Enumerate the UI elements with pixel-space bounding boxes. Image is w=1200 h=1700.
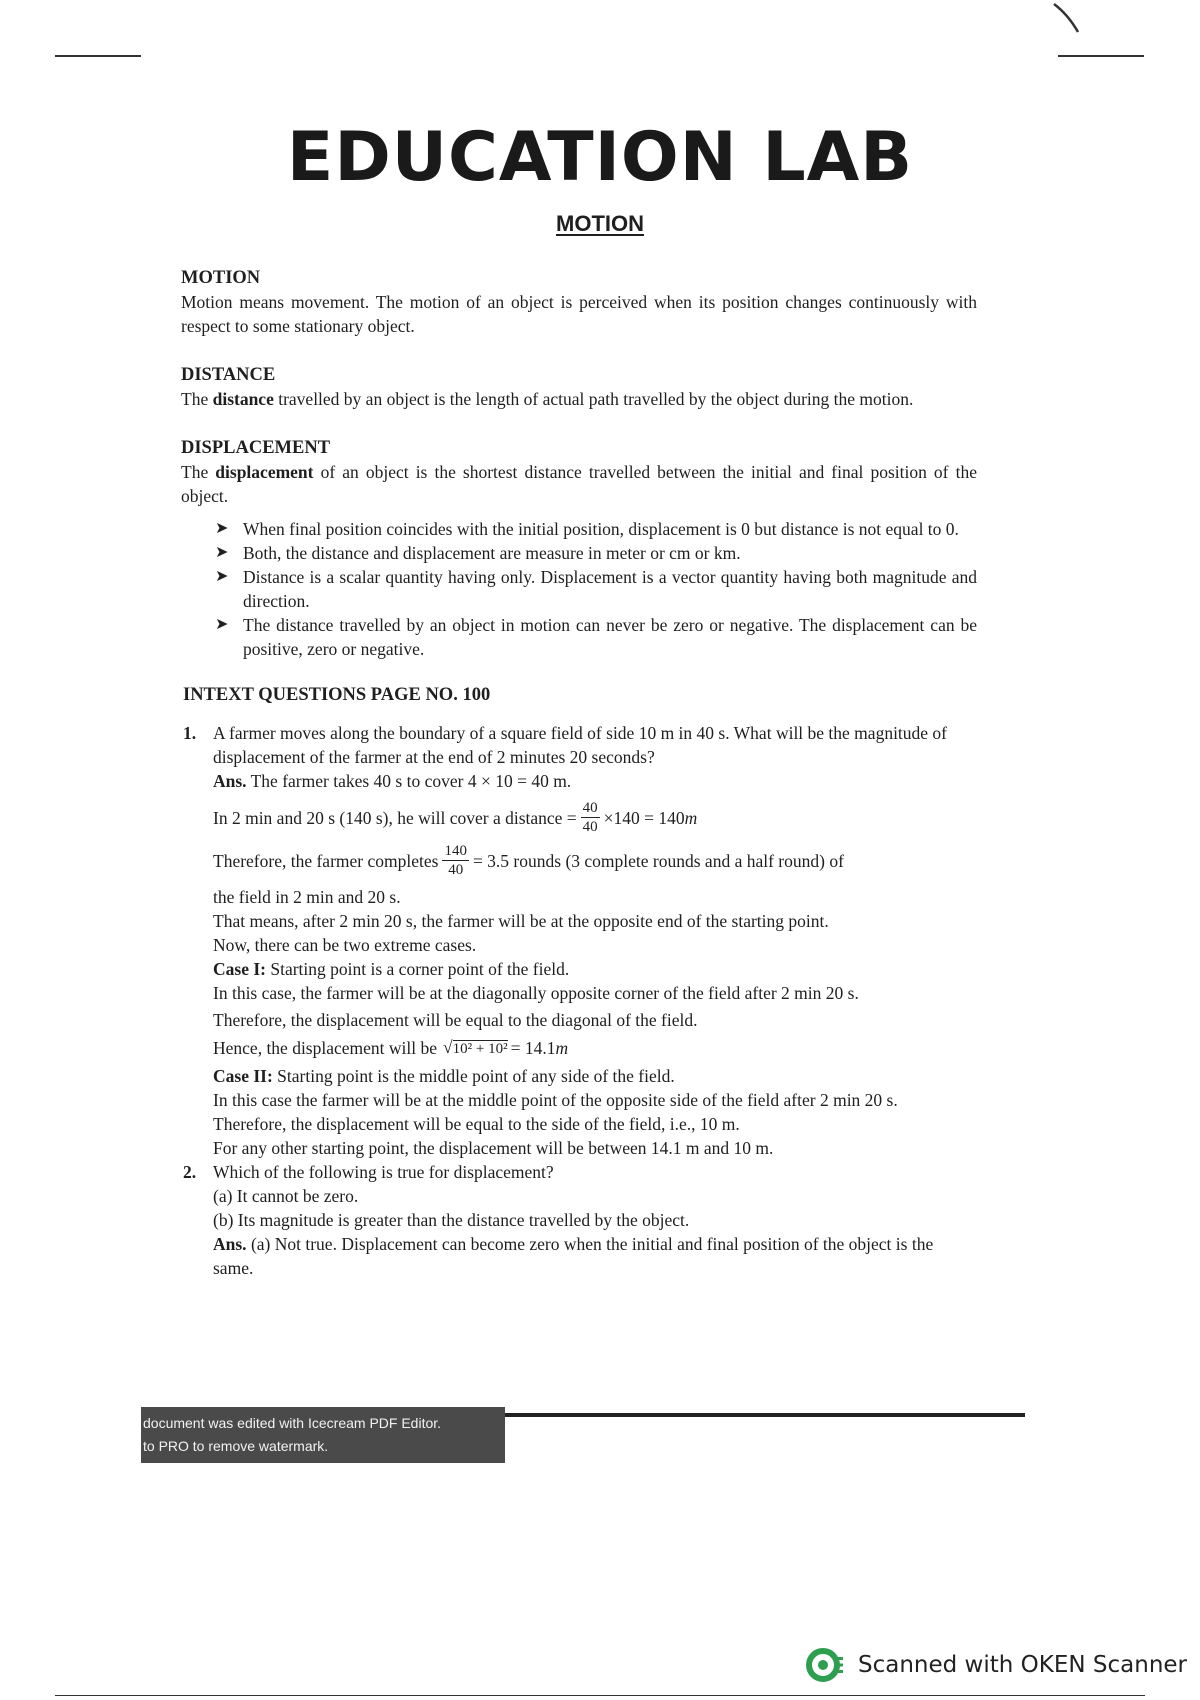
fraction: $\frac{140}{40}$ bbox=[444, 843, 467, 878]
watermark-line: to PRO to remove watermark. bbox=[143, 1438, 329, 1454]
question-number: 1. bbox=[183, 723, 197, 743]
section-heading: DISPLACEMENT bbox=[181, 438, 331, 458]
arrow-bullet-icon: ➤ bbox=[215, 520, 229, 537]
text-lead: The bbox=[181, 462, 216, 482]
text-rest: travelled by an object is the length of actual path travelled by the object during the motion. bbox=[273, 389, 914, 409]
section-displacement bbox=[181, 436, 977, 661]
section-motion bbox=[181, 266, 977, 338]
question-2 bbox=[181, 1160, 977, 1280]
rounds-equation: Therefore, the farmer completes $\frac{140}{40}$ = 3.5 rounds (3 complete rounds and a half round) of bbox=[213, 843, 844, 878]
list-item: ➤ Distance is a scalar quantity having only. Displacement is a vector quantity having both magnitude and direction. bbox=[215, 567, 977, 611]
answer-line bbox=[213, 769, 977, 793]
text-lead: The bbox=[181, 389, 213, 409]
option-item: (a) It cannot be zero. bbox=[213, 1186, 359, 1206]
question-text: A farmer moves along the boundary of a square field of side 10 m in 40 s. What will be the magnitude of displacement of the farmer at the end of 2 minutes 20 seconds? bbox=[213, 723, 948, 767]
square-root: √10² + 10² bbox=[443, 1037, 508, 1057]
section-text: Motion means movement. The motion of an object is perceived when its position changes continuously with respect to some stationary object. bbox=[181, 292, 977, 336]
fraction: $\frac{40}{40}$ bbox=[582, 800, 598, 835]
answer-text: (a) Not true. Displacement can become zero when the initial and final position of the object is the same. bbox=[213, 1234, 934, 1278]
arrow-bullet-icon: ➤ bbox=[215, 544, 229, 561]
case-line: Case II: Starting point is the middle point of any side of the field. bbox=[213, 1066, 675, 1086]
section-heading: MOTION bbox=[181, 268, 261, 288]
arrow-bullet-icon: ➤ bbox=[215, 616, 229, 633]
page-brand-title: EDUCATION LAB bbox=[286, 118, 914, 197]
corner-pen-mark-icon bbox=[1052, 2, 1082, 36]
answer-label: Ans. bbox=[213, 771, 247, 791]
editor-watermark bbox=[141, 1407, 505, 1463]
term-bold: distance bbox=[212, 389, 274, 409]
distance-equation: In 2 min and 20 s (140 s), he will cover a distance = $\frac{40}{40}$ ×140 = 140 m bbox=[213, 800, 698, 835]
section-heading: DISTANCE bbox=[181, 365, 276, 385]
page-subtitle: MOTION bbox=[556, 211, 644, 236]
answer-line: In this case the farmer will be at the middle point of the opposite side of the field after 2 min 20 s. bbox=[213, 1090, 898, 1110]
question-text: Which of the following is true for displacement? bbox=[213, 1162, 554, 1182]
bullet-list bbox=[181, 517, 977, 661]
bottom-rule bbox=[55, 1695, 1145, 1696]
section-text bbox=[181, 387, 977, 411]
text-rest: of an object is the shortest distance travelled between the initial and final position of the object. bbox=[181, 462, 977, 506]
answer-line: Therefore, the displacement will be equal to the side of the field, i.e., 10 m. bbox=[213, 1114, 740, 1134]
answer-line: That means, after 2 min 20 s, the farmer will be at the opposite end of the starting point. bbox=[213, 911, 829, 931]
question-number: 2. bbox=[183, 1162, 197, 1182]
answer-label: Ans. bbox=[213, 1234, 247, 1254]
option-item: (b) Its magnitude is greater than the distance travelled by the object. bbox=[213, 1210, 690, 1230]
list-item: ➤ When final position coincides with the initial position, displacement is 0 but distance is not equal to 0. bbox=[215, 519, 959, 539]
question-1 bbox=[181, 721, 977, 1160]
scanner-badge bbox=[806, 1647, 1187, 1683]
questions-heading: INTEXT QUESTIONS PAGE NO. 100 bbox=[183, 685, 491, 705]
answer-line: Therefore, the displacement will be equal to the diagonal of the field. bbox=[213, 1010, 698, 1030]
scanner-text: Scanned with OKEN Scanner bbox=[858, 1652, 1187, 1678]
answer-line: Now, there can be two extreme cases. bbox=[213, 935, 477, 955]
case-line: Case I: Starting point is a corner point of the field. bbox=[213, 959, 570, 979]
watermark-line: document was edited with Icecream PDF Editor. bbox=[143, 1415, 442, 1431]
answer-line: In this case, the farmer will be at the diagonally opposite corner of the field after 2 min 20 s. bbox=[213, 983, 859, 1003]
answer-text: The farmer takes 40 s to cover 4 × 10 = 40 m. bbox=[246, 771, 572, 791]
top-right-rule bbox=[1058, 55, 1144, 57]
arrow-bullet-icon: ➤ bbox=[215, 568, 229, 585]
watermark-divider bbox=[505, 1413, 1025, 1417]
top-left-rule bbox=[55, 55, 141, 57]
answer-line: the field in 2 min and 20 s. bbox=[213, 887, 401, 907]
answer-line: For any other starting point, the displacement will be between 14.1 m and 10 m. bbox=[213, 1138, 774, 1158]
oken-scanner-logo-icon bbox=[806, 1647, 846, 1683]
section-text bbox=[181, 460, 977, 508]
term-bold: displacement bbox=[215, 462, 314, 482]
list-item: ➤ Both, the distance and displacement are measure in meter or cm or km. bbox=[215, 543, 741, 563]
answer-line bbox=[213, 1232, 977, 1280]
list-item: ➤ The distance travelled by an object in motion can never be zero or negative. The displacement can be positive, zero or negative. bbox=[215, 615, 977, 659]
document-body bbox=[181, 266, 977, 1280]
section-distance bbox=[181, 363, 977, 411]
hence-equation: Hence, the displacement will be √10² + 10² = 14.1 m bbox=[213, 1035, 977, 1061]
